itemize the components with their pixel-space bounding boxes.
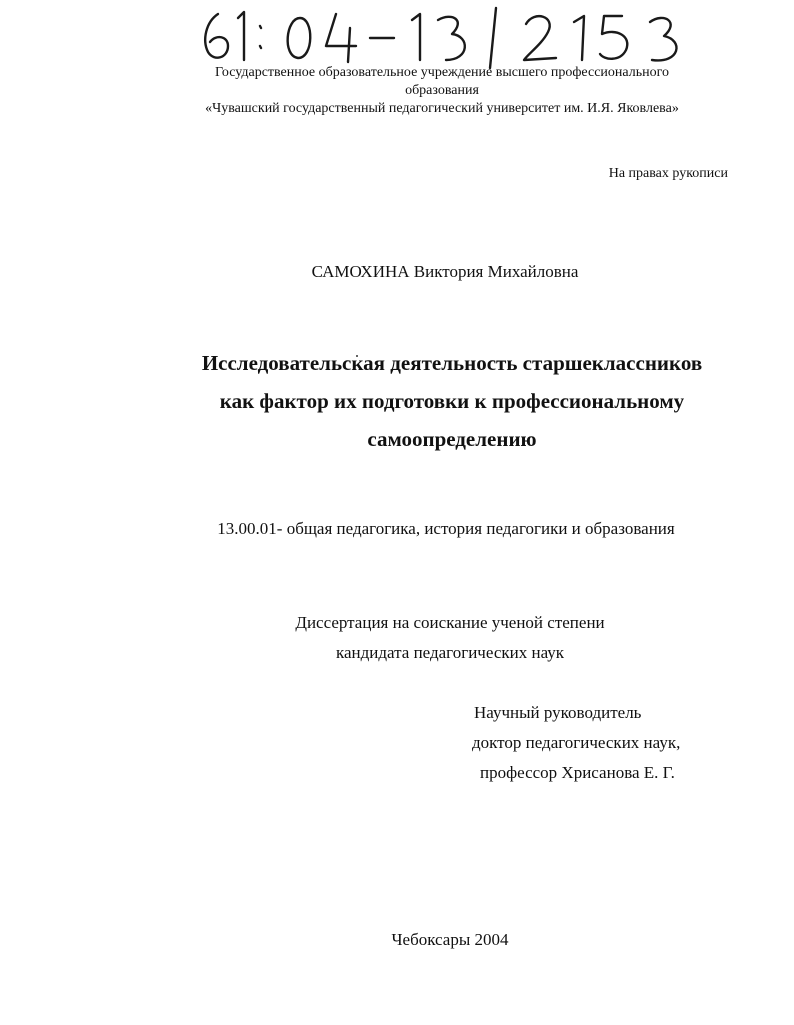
supervisor-line-3: профессор Хрисанова Е. Г. <box>480 763 675 782</box>
institution-line-2: образования <box>405 83 479 98</box>
title-line-3: самоопределению <box>367 427 537 451</box>
supervisor-line-2: доктор педагогических наук, <box>472 733 681 752</box>
degree-line-1: Диссертация на соискание ученой степени <box>295 613 605 632</box>
author-name: САМОХИНА Виктория Михайловна <box>311 262 579 281</box>
institution-line-3: «Чувашский государственный педагогический университет им. И.Я. Яковлева» <box>205 101 679 116</box>
supervisor-block <box>460 698 740 788</box>
title-line-1: Исследовательская деятельность старшеклассников <box>201 351 703 375</box>
supervisor-line-1: Научный руководитель <box>474 703 642 722</box>
title-line-2: как фактор их подготовки к профессиональному <box>219 389 685 413</box>
handwritten-archive-code <box>190 0 690 72</box>
city-year: Чебоксары 2004 <box>391 930 509 949</box>
specialty-code: 13.00.01- общая педагогика, история педагогики и образования <box>217 519 675 538</box>
institution-line-1: Государственное образовательное учреждение высшего профессионального <box>215 65 669 80</box>
degree-statement <box>240 608 660 668</box>
degree-line-2: кандидата педагогических наук <box>335 643 565 662</box>
manuscript-note: На правах рукописи <box>608 166 728 181</box>
institution-header <box>150 64 734 118</box>
dissertation-title <box>150 344 754 458</box>
